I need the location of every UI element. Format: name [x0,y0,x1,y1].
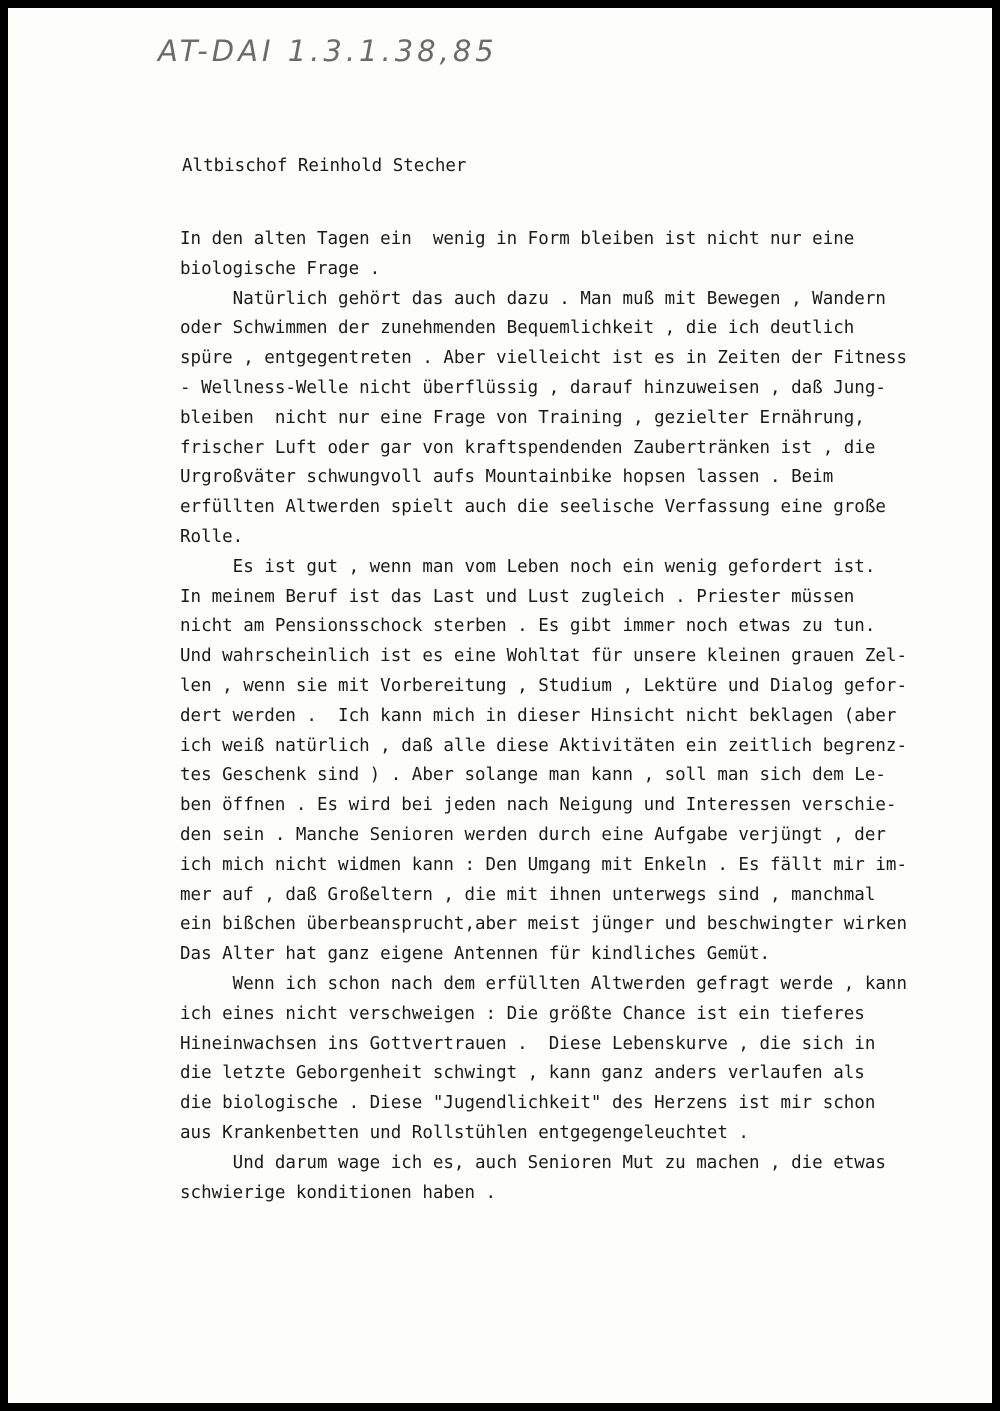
text-line: dert werden . Ich kann mich in dieser Hinsicht nicht beklagen (aber [180,705,897,726]
text-line: - Wellness-Welle nicht überflüssig , darauf hinzuweisen , daß Jung- [180,377,886,398]
text-line: den sein . Manche Senioren werden durch eine Aufgabe verjüngt , der [180,824,886,845]
archive-reference-note: AT-DAI 1.3.1.38,85 [158,34,498,68]
text-line: len , wenn sie mit Vorbereitung , Studium , Lektüre und Dialog gefor- [180,675,907,696]
text-line: Urgroßväter schwungvoll aufs Mountainbike hopsen lassen . Beim [180,467,834,488]
text-line: die letzte Geborgenheit schwingt , kann ganz anders verlaufen als [180,1063,865,1084]
text-line: ein bißchen überbeansprucht,aber meist jünger und beschwingter wirken [180,914,907,935]
text-line: In den alten Tagen ein wenig in Form bleiben ist nicht nur eine [180,229,855,249]
text-line: frischer Luft oder gar von kraftspendenden Zaubertränken ist , die [180,437,876,458]
letter-body [180,225,1000,1208]
text-line: ich mich nicht widmen kann : Den Umgang mit Enkeln . Es fällt mir im- [180,854,907,875]
text-line: die biologische . Diese "Jugendlichkeit" des Herzens ist mir schon [180,1093,876,1114]
text-line: Wenn ich schon nach dem erfüllten Altwerden gefragt werde , kann [180,973,907,994]
text-line: nicht am Pensionsschock sterben . Es gibt immer noch etwas zu tun. [180,616,876,637]
text-line: tes Geschenk sind ) . Aber solange man kann , soll man sich dem Le- [180,765,886,786]
text-line: Das Alter hat ganz eigene Antennen für kindliches Gemüt. [180,944,771,965]
text-line: In meinem Beruf ist das Last und Lust zugleich . Priester müssen [180,586,855,607]
text-line: spüre , entgegentreten . Aber vielleicht ist es in Zeiten der Fitness [180,348,907,369]
text-line: ich weiß natürlich , daß alle diese Aktivitäten ein zeitlich begrenz- [180,735,907,756]
text-line: Rolle. [180,526,244,547]
document-page [8,8,992,1403]
author-heading: Altbischof Reinhold Stecher [182,156,467,176]
text-line: bleiben nicht nur eine Frage von Training , gezielter Ernährung, [180,407,865,428]
text-line: ich eines nicht verschweigen : Die größte Chance ist ein tieferes [180,1003,865,1024]
text-line: biologische Frage . [180,258,381,279]
text-line: Hineinwachsen ins Gottvertrauen . Diese Lebenskurve , die sich in [180,1033,876,1054]
text-line: aus Krankenbetten und Rollstühlen entgegengeleuchtet . [180,1122,749,1143]
text-line: mer auf , daß Großeltern , die mit ihnen unterwegs sind , manchmal [180,884,876,905]
text-line: erfüllten Altwerden spielt auch die seelische Verfassung eine große [180,497,886,518]
text-line: schwierige konditionen haben . [180,1182,497,1203]
text-line: Natürlich gehört das auch dazu . Man muß mit Bewegen , Wandern [180,288,886,309]
text-line: ben öffnen . Es wird bei jeden nach Neigung und Interessen verschie- [180,795,897,816]
text-line: Es ist gut , wenn man vom Leben noch ein wenig gefordert ist. [180,556,876,577]
text-line: Und darum wage ich es, auch Senioren Mut zu machen , die etwas [180,1152,886,1173]
text-line: oder Schwimmen der zunehmenden Bequemlichkeit , die ich deutlich [180,318,855,339]
text-line: Und wahrscheinlich ist es eine Wohltat für unsere kleinen grauen Zel- [180,646,907,667]
